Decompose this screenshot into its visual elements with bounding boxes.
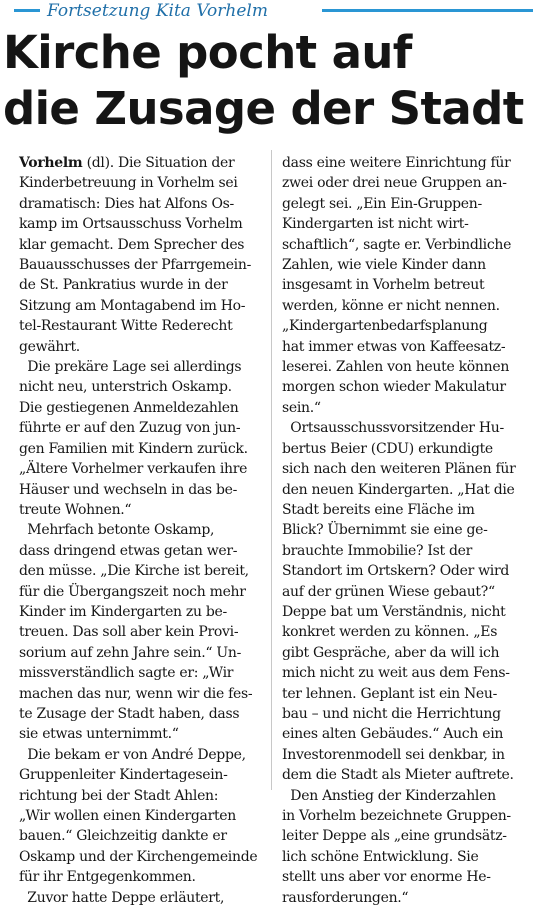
article-line: Kindergarten ist nicht wirt- <box>282 216 469 233</box>
article-line: dramatisch: Dies hat Alfons Os- <box>19 195 234 212</box>
article-line: den neuen Kindergarten. „Hat die <box>282 481 515 498</box>
article-line: Bauausschusses der Pfarrgemein- <box>19 257 252 274</box>
article-line: Standort im Ortskern? Oder wird <box>282 563 510 580</box>
article-line: brauchte Immobilie? Ist der <box>282 542 473 559</box>
article-line: Stadt bereits eine Fläche im <box>282 501 475 518</box>
article-line: sorium auf zehn Jahre sein.“ Un- <box>19 644 242 661</box>
article-line: Mehrfach betonte Oskamp, <box>19 522 215 539</box>
article-line: „Kindergartenbedarfsplanung <box>282 318 488 335</box>
article-line: nicht neu, unterstrich Oskamp. <box>19 379 232 396</box>
article-line: gen Familien mit Kindern zurück. <box>19 440 248 457</box>
article-line: morgen schon wieder Makulatur <box>282 379 506 396</box>
article-line: Sitzung am Montagabend im Ho- <box>19 297 246 314</box>
article-line: Investorenmodell sei denkbar, in <box>282 746 505 763</box>
article-line: stellt uns aber vor enorme He- <box>282 869 491 886</box>
article-line: konkret werden zu können. „Es <box>282 624 498 641</box>
article-line: gelegt sei. „Ein Ein-Gruppen- <box>282 195 482 212</box>
article-line: dass eine weitere Einrichtung für <box>282 155 511 171</box>
article-line: sie etwas unternimmt.“ <box>19 726 179 743</box>
article-line: sein.“ <box>282 399 321 416</box>
article-line: ter lehnen. Geplant ist ein Neu- <box>282 685 498 702</box>
article-line: führte er auf den Zuzug von jun- <box>19 420 241 437</box>
article-line: Ortsausschussvorsitzender Hu- <box>282 420 504 437</box>
article-line: rausforderungen.“ <box>282 889 409 906</box>
article-line: gewährt. <box>19 338 80 355</box>
article-line: schaftlich“, sagte er. Verbindliche <box>282 236 512 253</box>
article-line: richtung bei der Stadt Ahlen: <box>19 787 219 804</box>
article-line: kamp im Ortsausschuss Vorhelm <box>19 216 243 233</box>
article-line: treute Wohnen.“ <box>19 501 132 518</box>
article-line: hat immer etwas von Kaffeesatz- <box>282 338 506 355</box>
article-line: te Zusage der Stadt haben, dass <box>19 705 240 722</box>
article-line: gibt Gespräche, aber da will ich <box>282 644 500 661</box>
article-column-left <box>19 153 265 908</box>
article-line: Deppe bat um Verständnis, nicht <box>282 603 506 620</box>
article-line <box>19 153 265 173</box>
article-line: eines alten Gebäudes.“ Auch ein <box>282 726 504 743</box>
headline <box>3 25 531 137</box>
article-column-right <box>282 153 528 908</box>
article-line: „Wir wollen einen Kindergarten <box>19 808 236 824</box>
article-line: de St. Pankratius wurde in der <box>19 277 228 294</box>
article-line: zwei oder drei neue Gruppen an- <box>282 175 507 192</box>
article-line: Den Anstieg der Kinderzahlen <box>282 787 496 804</box>
kicker-text: Fortsetzung Kita Vorhelm <box>47 1 268 21</box>
article-line: Blick? Übernimmt sie eine ge- <box>282 522 488 539</box>
article-line: Die prekäre Lage sei allerdings <box>19 359 242 376</box>
kicker-rule-right <box>322 9 533 12</box>
article-line: tel-Restaurant Witte Rederecht <box>19 318 233 335</box>
article-line: dass dringend etwas getan wer- <box>19 542 238 559</box>
article-line: auf der grünen Wiese gebaut?“ <box>282 583 495 600</box>
article-line: den müsse. „Die Kirche ist bereit, <box>19 563 249 580</box>
kicker-bar <box>0 0 533 22</box>
article-line: Oskamp und der Kirchengemeinde <box>19 848 258 865</box>
article-line: missverständlich sagte er: „Wir <box>19 665 234 682</box>
article-line: Zuvor hatte Deppe erläutert, <box>19 889 225 906</box>
article-line: bauen.“ Gleichzeitig dankte er <box>19 828 227 845</box>
article-line: Kinderbetreuung in Vorhelm sei <box>19 175 238 192</box>
article-line: bau – und nicht die Herrichtung <box>282 705 501 722</box>
article-line: leserei. Zahlen von heute können <box>282 359 510 376</box>
article-line: mich nicht zu weit aus dem Fens- <box>282 665 510 682</box>
article-line: Zahlen, wie viele Kinder dann <box>282 257 486 274</box>
headline-line-1: Kirche pocht auf <box>3 26 412 79</box>
article-line: Gruppenleiter Kindertagesein- <box>19 767 228 784</box>
article-line: dem die Stadt als Mieter auftrete. <box>282 767 514 784</box>
article-line: insgesamt in Vorhelm betreut <box>282 277 485 294</box>
article-line: Häuser und wechseln in das be- <box>19 481 238 498</box>
article-line-text: (dl). Die Situation der <box>82 155 235 171</box>
article-line: werden, könne er nicht nennen. <box>282 297 500 314</box>
article-line: für die Übergangszeit noch mehr <box>19 583 246 600</box>
article-line: Kinder im Kindergarten zu be- <box>19 603 227 620</box>
column-divider <box>271 150 272 790</box>
dateline: Vorhelm <box>19 155 83 171</box>
article-line: lich schöne Entwicklung. Sie <box>282 848 479 865</box>
article-line: bertus Beier (CDU) erkundigte <box>282 440 493 457</box>
article-line: Die bekam er von André Deppe, <box>19 746 246 763</box>
article-line: leiter Deppe als „eine grundsätz- <box>282 828 507 845</box>
article-line: „Ältere Vorhelmer verkaufen ihre <box>19 461 248 478</box>
article-line: treuen. Das soll aber kein Provi- <box>19 624 239 641</box>
article-line: klar gemacht. Dem Sprecher des <box>19 236 245 253</box>
headline-line-2: die Zusage der Stadt <box>3 82 524 135</box>
article-line: machen das nur, wenn wir die fes- <box>19 685 253 702</box>
article-line: in Vorhelm bezeichnete Gruppen- <box>282 808 511 824</box>
kicker-rule-left <box>14 9 40 12</box>
article-line: Die gestiegenen Anmeldezahlen <box>19 399 239 416</box>
article-line: sich nach den weiteren Plänen für <box>282 461 516 478</box>
article-line: für ihr Entgegenkommen. <box>19 869 196 886</box>
